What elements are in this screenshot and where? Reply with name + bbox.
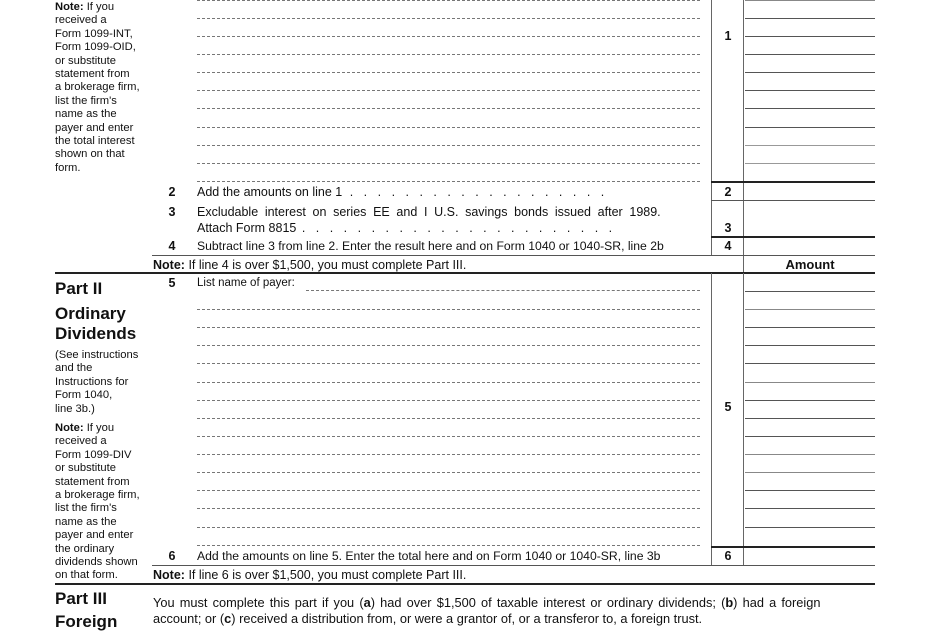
box-column-divider bbox=[711, 0, 712, 255]
line2-bottom-rule bbox=[711, 200, 875, 201]
line5-box-number: 5 bbox=[724, 400, 732, 414]
part2-note: Note: If you received a Form 1099-DIV or substitute statement from a brokerage firm, list the firm's name as the payer and enter the ordinary dividends shown on that form. bbox=[55, 422, 140, 582]
part2-subtitle-line1: Ordinary bbox=[55, 304, 126, 323]
note-label: Note: bbox=[55, 1, 84, 13]
line5-number: 5 bbox=[168, 276, 176, 290]
amount-entry-line[interactable] bbox=[745, 18, 875, 19]
amount-entry-line[interactable] bbox=[745, 436, 875, 437]
payer-entry-line[interactable] bbox=[197, 127, 700, 128]
line4-box-number: 4 bbox=[724, 239, 732, 253]
part2-subtitle-line2: Dividends bbox=[55, 324, 137, 343]
line5-label: List name of payer: bbox=[197, 277, 295, 289]
line2-number: 2 bbox=[168, 185, 176, 199]
part3-top-rule bbox=[55, 583, 875, 585]
payer-entry-line[interactable] bbox=[197, 418, 700, 419]
amount-entry-line[interactable] bbox=[745, 363, 875, 364]
payer-entry-line[interactable] bbox=[197, 72, 700, 73]
line4-label: Subtract line 3 from line 2. Enter the result here and on Form 1040 or 1040-SR, line 2b bbox=[197, 239, 664, 253]
line3-label-1: Excludable interest on series EE and I U.S. savings bonds issued after 1989. bbox=[197, 205, 661, 219]
payer-entry-line[interactable] bbox=[197, 545, 700, 546]
amount-column-divider bbox=[743, 273, 744, 565]
amount-entry-line[interactable] bbox=[745, 72, 875, 73]
payer-entry-line[interactable] bbox=[197, 145, 700, 146]
payer-entry-line[interactable] bbox=[197, 400, 700, 401]
amount-entry-line[interactable] bbox=[745, 90, 875, 91]
part3-subtitle: Foreign bbox=[55, 612, 118, 631]
payer-entry-line[interactable] bbox=[197, 108, 700, 109]
box-column-divider bbox=[711, 273, 712, 565]
line3-box-number: 3 bbox=[724, 221, 732, 235]
part1-footnote: Note: If line 4 is over $1,500, you must complete Part III. bbox=[153, 258, 467, 272]
payer-entry-line[interactable] bbox=[197, 18, 700, 19]
part3-intro-line1: You must complete this part if you (a) had over $1,500 of taxable interest or ordinary dividends; (b) had a foreign bbox=[153, 595, 821, 610]
amount-entry-line[interactable] bbox=[745, 291, 875, 292]
line2-amount-field[interactable] bbox=[745, 182, 875, 199]
amount-entry-line[interactable] bbox=[745, 163, 875, 164]
line6-bottom-rule bbox=[152, 565, 875, 566]
amount-entry-line[interactable] bbox=[745, 0, 875, 1]
line2-label: Add the amounts on line 1 . . . . . . . . . . . . . . . . . . . bbox=[197, 185, 605, 199]
payer-entry-line[interactable] bbox=[197, 490, 700, 491]
line6-label: Add the amounts on line 5. Enter the total here and on Form 1040 or 1040-SR, line 3b bbox=[197, 549, 661, 563]
amount-entry-line[interactable] bbox=[745, 345, 875, 346]
line4-amount-field[interactable] bbox=[745, 237, 875, 254]
line6-amount-field[interactable] bbox=[745, 547, 875, 564]
amount-entry-line[interactable] bbox=[745, 454, 875, 455]
amount-entry-line[interactable] bbox=[745, 327, 875, 328]
line3-amount-field[interactable] bbox=[745, 219, 875, 236]
amount-entry-line[interactable] bbox=[745, 382, 875, 383]
line3-label-2: Attach Form 8815 . . . . . . . . . . . . . . . . . . . . . . . bbox=[197, 221, 613, 235]
amount-entry-line[interactable] bbox=[745, 508, 875, 509]
amount-entry-line[interactable] bbox=[745, 400, 875, 401]
part2-footnote: Note: If line 6 is over $1,500, you must complete Part III. bbox=[153, 568, 467, 582]
payer-entry-line[interactable] bbox=[197, 309, 700, 310]
amount-entry-line[interactable] bbox=[745, 36, 875, 37]
amount-entry-line[interactable] bbox=[745, 54, 875, 55]
part3-title: Part III bbox=[55, 589, 107, 608]
line6-box-number: 6 bbox=[724, 549, 732, 563]
amount-entry-line[interactable] bbox=[745, 472, 875, 473]
payer-entry-line[interactable] bbox=[197, 54, 700, 55]
payer-entry-line[interactable] bbox=[197, 345, 700, 346]
line3-number: 3 bbox=[168, 205, 176, 219]
amount-entry-line[interactable] bbox=[745, 145, 875, 146]
amount-entry-line[interactable] bbox=[745, 527, 875, 528]
payer-entry-line[interactable] bbox=[197, 472, 700, 473]
payer-entry-line[interactable] bbox=[197, 36, 700, 37]
line4-number: 4 bbox=[168, 239, 176, 253]
payer-entry-line[interactable] bbox=[197, 327, 700, 328]
line2-box-number: 2 bbox=[724, 185, 732, 199]
amount-entry-line[interactable] bbox=[745, 309, 875, 310]
amount-entry-line[interactable] bbox=[745, 418, 875, 419]
payer-entry-line[interactable] bbox=[197, 363, 700, 364]
payer-entry-line[interactable] bbox=[197, 0, 700, 1]
part2-box-top-rule bbox=[711, 273, 875, 274]
payer-entry-line[interactable] bbox=[306, 290, 700, 291]
line1-box-number: 1 bbox=[724, 29, 732, 43]
payer-entry-line[interactable] bbox=[197, 436, 700, 437]
amount-entry-line[interactable] bbox=[745, 490, 875, 491]
payer-entry-line[interactable] bbox=[197, 90, 700, 91]
amount-entry-line[interactable] bbox=[745, 127, 875, 128]
payer-entry-line[interactable] bbox=[197, 382, 700, 383]
part3-intro-line2: account; or (c) received a distribution from, or were a grantor of, or a transferor to, a foreign trust. bbox=[153, 611, 703, 626]
line4-bottom-rule bbox=[152, 255, 875, 256]
payer-entry-line[interactable] bbox=[197, 454, 700, 455]
part2-title: Part II bbox=[55, 279, 103, 298]
payer-entry-line[interactable] bbox=[197, 181, 700, 182]
amount-entry-line[interactable] bbox=[745, 108, 875, 109]
part1-note: Note: If you received a Form 1099-INT, Form 1099-OID, or substitute statement from a brokerage firm, list the firm's name as the payer and enter the total interest shown on that form. bbox=[55, 1, 140, 174]
payer-entry-line[interactable] bbox=[197, 163, 700, 164]
payer-entry-line[interactable] bbox=[197, 527, 700, 528]
payer-entry-line[interactable] bbox=[197, 508, 700, 509]
part2-instructions: (See instructions and the Instructions for Form 1040, line 3b.) bbox=[55, 349, 139, 415]
line6-number: 6 bbox=[168, 549, 176, 563]
amount-column-header: Amount bbox=[785, 257, 835, 272]
